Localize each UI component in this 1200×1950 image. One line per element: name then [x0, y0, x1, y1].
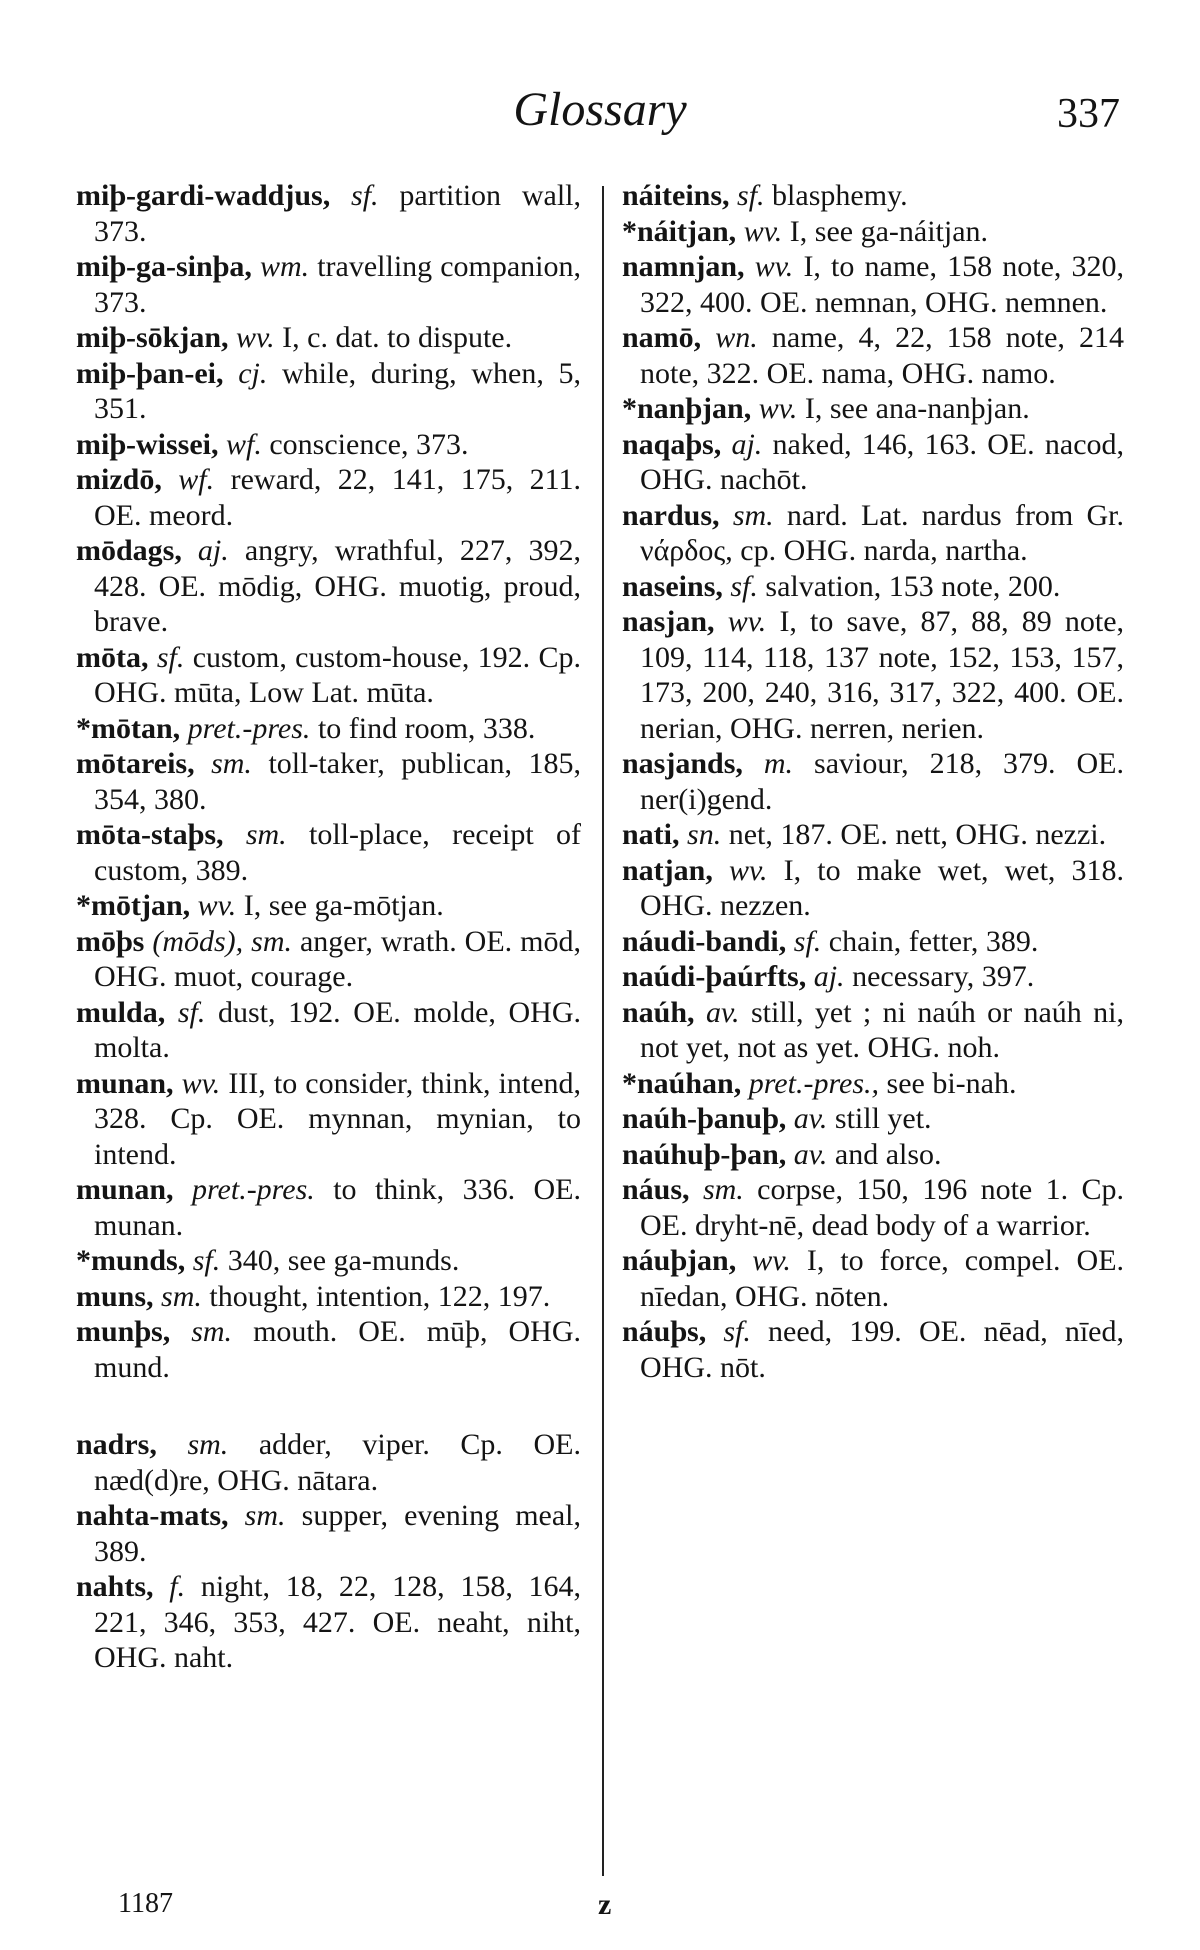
definition: reward, 22, 141, 175, 211. OE. meord. [94, 463, 582, 532]
headword: miþ-ga-sinþa, [76, 250, 252, 283]
headword: naseins, [622, 569, 723, 603]
grammar-label: wm. [259, 250, 310, 283]
definition: toll-taker, publican, 185, 354, 380. [94, 747, 581, 816]
headword: miþ-þan-ei, [76, 356, 224, 390]
headword: *mōtan, [76, 711, 181, 745]
glossary-entry [76, 320, 581, 356]
definition: conscience, 373. [269, 427, 469, 461]
headword: nadrs, [76, 1428, 157, 1461]
grammar-label: sm. [161, 1279, 202, 1313]
glossary-entry [76, 1172, 581, 1243]
glossary-entry [622, 1314, 1124, 1385]
definition: I, c. dat. to dispute. [282, 321, 513, 354]
glossary-entry [76, 640, 581, 711]
printer-signature: 1187 [118, 1888, 173, 1919]
grammar-label: sn. [687, 818, 722, 851]
glossary-entry [622, 498, 1124, 569]
definition: partition wall, 373. [94, 179, 582, 248]
headword: *munds, [76, 1244, 186, 1277]
grammar-label: m. [763, 747, 794, 780]
glossary-entry [76, 1314, 581, 1385]
headword: náus, [622, 1173, 690, 1206]
glossary-entry [622, 1101, 1124, 1137]
glossary-entry [76, 1066, 581, 1173]
definition: dust, 192. OE. molde, OHG. molta. [94, 995, 582, 1064]
definition: toll-place, receipt of custom, 389. [94, 818, 582, 887]
grammar-label: sf. [737, 179, 765, 212]
glossary-entry [76, 817, 581, 888]
glossary-entry [76, 1427, 581, 1498]
grammar-label: sf. [723, 1315, 751, 1348]
definition: necessary, 397. [852, 960, 1035, 993]
headword: munþs, [76, 1315, 171, 1348]
glossary-entry [622, 1243, 1124, 1314]
headword: mōdags, [76, 534, 182, 567]
grammar-label: sm. [191, 1315, 233, 1348]
headword: *nanþjan, [622, 392, 752, 425]
grammar-label: wv. [727, 605, 767, 638]
definition: to think, 336. OE. munan. [94, 1173, 581, 1242]
glossary-entry [622, 817, 1124, 853]
page-number: 337 [1057, 91, 1120, 137]
definition: custom, custom-house, 192. Cp. OHG. mūta, Low Lat. mūta. [94, 640, 582, 709]
glossary-entry [76, 462, 581, 533]
definition: angry, wrathful, 227, 392, 428. OE. mōdig, OHG. muotig, proud, brave. [94, 534, 581, 638]
headword: nasjan, [622, 605, 715, 638]
definition: nard. Lat. nardus from Gr. νάρδος, cp. OHG. narda, nartha. [640, 498, 1125, 567]
grammar-label: wv. [743, 214, 783, 248]
definition: corpse, 150, 196 note 1. Cp. OE. dryht-nē, dead body of a warrior. [640, 1173, 1125, 1242]
headword: mōta-staþs, [76, 818, 224, 851]
headword: muns, [76, 1279, 154, 1313]
headword: *naúhan, [622, 1066, 742, 1100]
definition: to find room, 338. [317, 711, 536, 745]
grammar-label: (mōds), sm. [152, 924, 292, 958]
right-column [622, 178, 1124, 1385]
headword: natjan, [622, 853, 713, 887]
grammar-label: sm. [244, 1499, 286, 1532]
glossary-entry [622, 391, 1124, 427]
grammar-label: wv. [758, 392, 798, 425]
definition: I, to save, 87, 88, 89 note, 109, 114, 118, 137 note, 152, 153, 157, 173, 200, 240, 316, 317, 322, 400. OE. nerian, OHG. nerren, nerien. [640, 605, 1125, 745]
grammar-label: sf. [177, 995, 206, 1029]
definition: thought, intention, 122, 197. [209, 1279, 551, 1313]
definition: need, 199. OE. nēad, nīed, OHG. nōt. [640, 1315, 1124, 1384]
glossary-entry [622, 924, 1124, 960]
grammar-label: av. [793, 1102, 828, 1135]
glossary-entry [622, 427, 1124, 498]
glossary-entry [76, 888, 581, 924]
glossary-entry [622, 178, 1124, 214]
grammar-label: pret.-pres. [191, 1173, 315, 1206]
grammar-label: pret.-pres. [187, 711, 311, 745]
grammar-label: sf. [351, 179, 379, 212]
definition: salvation, 153 note, 200. [765, 569, 1061, 603]
headword: náudi-bandi, [622, 924, 787, 958]
headword: namō, [622, 321, 702, 354]
signature-mark: z [598, 1888, 612, 1921]
headword: naúh-þanuþ, [622, 1102, 787, 1135]
headword: náiteins, [622, 179, 730, 212]
definition: name, 4, 22, 158 note, 214 note, 322. OE. nama, OHG. namo. [640, 321, 1125, 390]
headword: miþ-sōkjan, [76, 321, 229, 354]
glossary-entry [76, 427, 581, 463]
glossary-entry [622, 569, 1124, 605]
headword: munan, [76, 1173, 174, 1206]
grammar-label: sf. [730, 569, 758, 603]
grammar-label: aj. [813, 960, 845, 993]
grammar-label: aj. [197, 534, 229, 567]
section-gap [76, 1385, 581, 1427]
grammar-label: sm. [245, 818, 287, 851]
definition: supper, evening meal, 389. [94, 1499, 582, 1568]
grammar-label: wv. [752, 1244, 791, 1277]
glossary-entry [76, 178, 581, 249]
glossary-entry [622, 604, 1124, 746]
grammar-label: aj. [731, 427, 763, 461]
headword: mōtareis, [76, 747, 195, 780]
glossary-entry [76, 746, 581, 817]
headword: nati, [622, 818, 680, 851]
headword: mōþs [76, 924, 145, 958]
headword: nasjands, [622, 747, 743, 780]
headword: náuþs, [622, 1315, 707, 1348]
grammar-label: sm. [187, 1428, 229, 1461]
glossary-entry [76, 1279, 581, 1315]
grammar-label: f. [169, 1570, 186, 1603]
grammar-label: wf. [226, 427, 262, 461]
definition: see bi-nah. [886, 1066, 1017, 1100]
glossary-entry [76, 249, 581, 320]
definition: I, to force, compel. OE. nīedan, OHG. nōten. [640, 1244, 1125, 1313]
definition: while, during, when, 5, 351. [94, 356, 581, 425]
grammar-label: sm. [732, 498, 774, 532]
headword: naúh, [622, 995, 695, 1029]
headword: nardus, [622, 498, 720, 532]
grammar-label: pret.-pres., [748, 1066, 880, 1100]
glossary-entry [76, 1498, 581, 1569]
headword: *mōtjan, [76, 889, 191, 922]
definition: I, see ana-nanþjan. [804, 392, 1030, 425]
definition: night, 18, 22, 128, 158, 164, 221, 346, 353, 427. OE. neaht, niht, OHG. naht. [94, 1570, 582, 1674]
grammar-label: wv. [728, 853, 768, 887]
glossary-entry [622, 1137, 1124, 1173]
grammar-label: sm. [702, 1173, 744, 1206]
glossary-entry [76, 995, 581, 1066]
column-divider [602, 186, 604, 1876]
glossary-entry [76, 711, 581, 747]
glossary-entry [622, 853, 1124, 924]
glossary-entry [622, 1172, 1124, 1243]
definition: I, to make wet, wet, 318. OHG. nezzen. [640, 853, 1125, 922]
headword: naqaþs, [622, 427, 722, 461]
headword: munan, [76, 1066, 174, 1100]
glossary-entry [622, 995, 1124, 1066]
definition: naked, 146, 163. OE. nacod, OHG. nachōt. [640, 427, 1125, 496]
grammar-label: wv. [181, 1066, 221, 1100]
grammar-label: sf. [192, 1244, 221, 1277]
grammar-label: sf. [156, 640, 185, 674]
grammar-label: wv. [197, 889, 237, 922]
headword: naúhuþ-þan, [622, 1137, 787, 1171]
headword: náuþjan, [622, 1244, 737, 1277]
definition: III, to consider, think, intend, 328. Cp. OE. mynnan, mynian, to intend. [94, 1066, 582, 1171]
glossary-entry [622, 1066, 1124, 1102]
headword: mizdō, [76, 463, 162, 496]
grammar-label: wv. [236, 321, 275, 354]
glossary-entry [622, 320, 1124, 391]
definition: anger, wrath. OE. mōd, OHG. muot, courage. [94, 924, 581, 993]
definition: net, 187. OE. nett, OHG. nezzi. [728, 818, 1107, 851]
grammar-label: av. [705, 995, 740, 1029]
definition: I, see ga-náitjan. [789, 214, 989, 248]
grammar-label: wv. [754, 250, 794, 283]
headword: mōta, [76, 640, 149, 674]
left-column [76, 178, 581, 1676]
definition: I, see ga-mōtjan. [243, 889, 444, 922]
definition: still, yet ; ni naúh or naúh ni, not yet, not as yet. OHG. noh. [640, 995, 1125, 1064]
glossary-entry [622, 214, 1124, 250]
glossary-entry [622, 746, 1124, 817]
headword: naúdi-þaúrfts, [622, 960, 807, 993]
grammar-label: sm. [211, 747, 252, 780]
glossary-entry [76, 533, 581, 640]
glossary-entry [76, 924, 581, 995]
definition: saviour, 218, 379. OE. ner(i)gend. [640, 747, 1125, 816]
grammar-label: cj. [238, 356, 268, 390]
headword: *náitjan, [622, 214, 737, 248]
glossary-entry [622, 959, 1124, 995]
headword: nahts, [76, 1570, 154, 1603]
grammar-label: wf. [178, 463, 215, 496]
definition: and also. [834, 1137, 942, 1171]
grammar-label: sf. [793, 924, 822, 958]
definition: I, to name, 158 note, 320, 322, 400. OE. nemnan, OHG. nemnen. [640, 250, 1125, 319]
definition: adder, viper. Cp. OE. næd(d)re, OHG. nātara. [94, 1428, 581, 1497]
headword: namnjan, [622, 250, 745, 283]
definition: 340, see ga-munds. [227, 1244, 460, 1277]
headword: miþ-gardi-waddjus, [76, 179, 331, 212]
definition: chain, fetter, 389. [828, 924, 1039, 958]
glossary-entry [76, 1569, 581, 1676]
headword: miþ-wissei, [76, 427, 219, 461]
page-title: Glossary [513, 83, 687, 136]
grammar-label: av. [793, 1137, 828, 1171]
definition: travelling companion, 373. [94, 250, 582, 319]
glossary-entry [622, 249, 1124, 320]
headword: nahta-mats, [76, 1499, 229, 1532]
definition: blasphemy. [772, 179, 908, 212]
definition: mouth. OE. mūþ, OHG. mund. [94, 1315, 582, 1384]
headword: mulda, [76, 995, 166, 1029]
glossary-entry [76, 356, 581, 427]
grammar-label: wn. [715, 321, 758, 354]
glossary-entry [76, 1243, 581, 1279]
definition: still yet. [834, 1102, 932, 1135]
